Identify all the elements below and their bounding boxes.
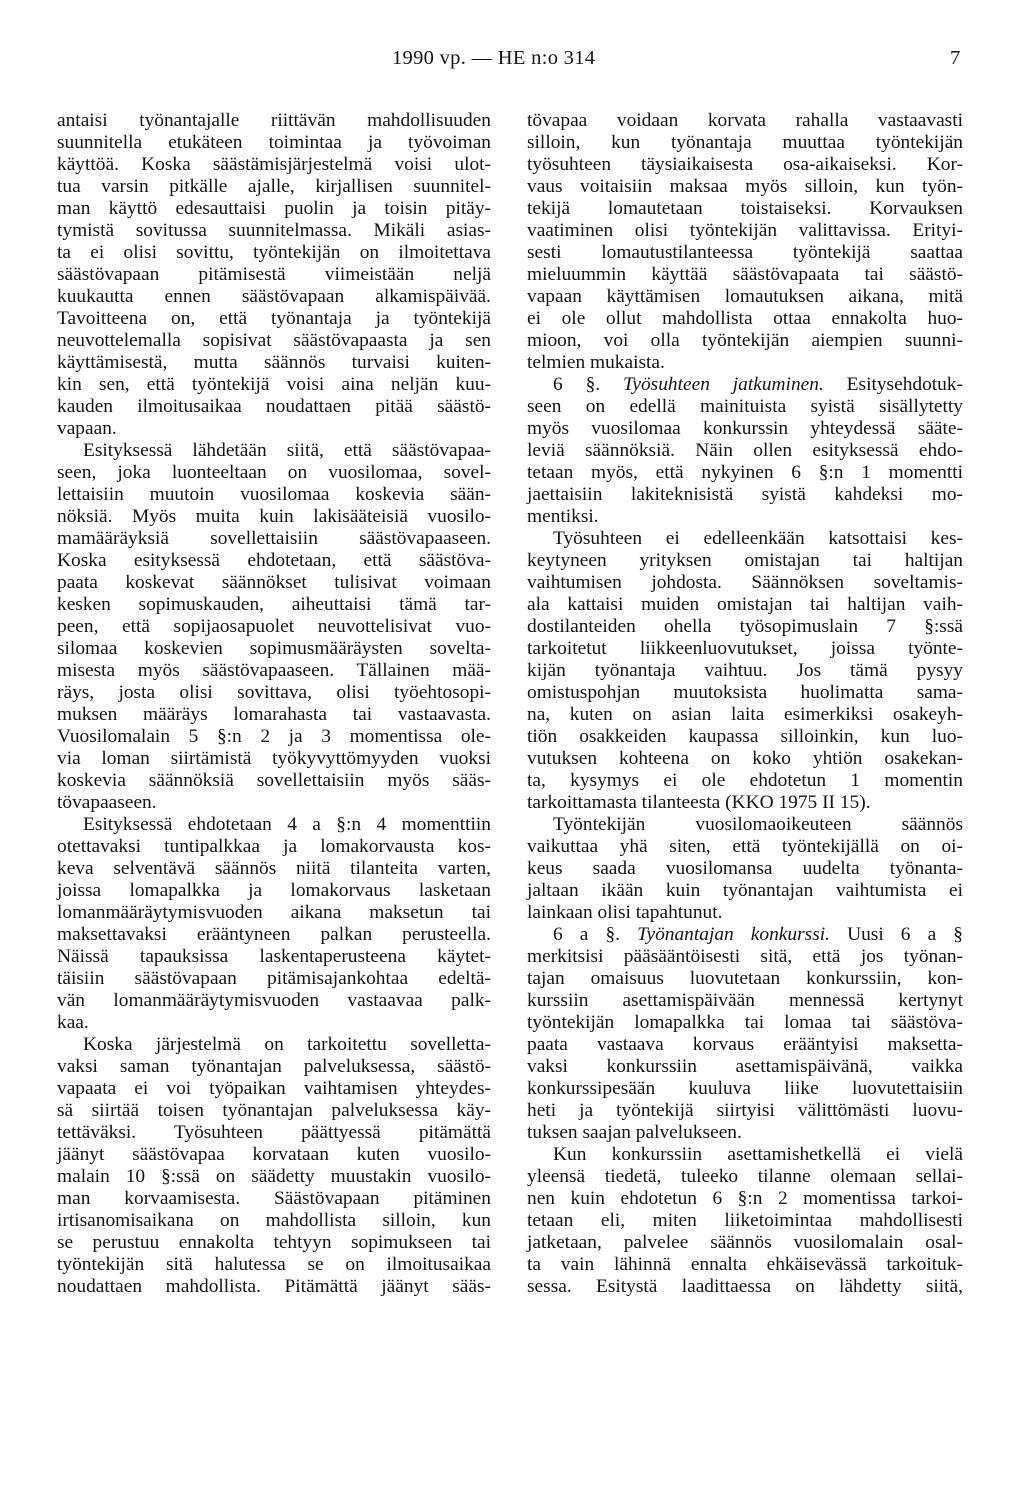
text-line (527, 924, 963, 946)
text-line: täisiin säästövapaan pitämisajankohtaa edeltä- (57, 968, 491, 989)
text-line: noudattaen mahdollista. Pitämättä jäänyt sääs- (57, 1276, 491, 1297)
text-line: muksen määräys lomarahasta tai vastaavasta. (57, 704, 491, 725)
text-line: tövapaaseen. (57, 792, 157, 813)
text-line: neuvottelemalla sopisivat säästövapaasta ja sen (57, 330, 491, 351)
text-line: kijän työnantaja vaihtuu. Jos tämä pysyy (527, 660, 963, 681)
text-line: ala kattaisi muiden omistajan tai haltijan vaih- (527, 594, 963, 615)
text-line: peen, että sopijaosapuolet neuvottelisivat vuo- (57, 616, 491, 637)
text-line: man käyttö edesauttaisi puolin ja toisin pitäy- (57, 198, 491, 219)
text-line: työntekijän sitä halutessa se on ilmoitusaikaa (57, 1254, 491, 1275)
text-line: Esityksessä ehdotetaan 4 a §:n 4 momenttiin (83, 814, 491, 835)
text-line: vapaata ei voi työpaikan vaihtamisen yhteydes- (57, 1078, 491, 1099)
text-line: kuukautta ennen säästövapaan alkamispäivää. (57, 286, 491, 307)
text-line: otettavaksi tuntipalkkaa ja lomakorvausta kos- (57, 836, 491, 857)
text-line: malain 10 §:ssä on säädetty muustakin vuosilo- (57, 1166, 491, 1187)
text-line: lomanmääräytymisvuoden aikana maksetun tai (57, 902, 491, 923)
text-line: tetaan myös, että nykyinen 6 §:n 1 momentti (527, 462, 963, 483)
text-line: antaisi työnantajalle riittävän mahdollisuuden (57, 110, 491, 131)
text-line: tarkoitetut liikkeenluovutukset, joissa työnte- (527, 638, 963, 659)
text-line: Koska esityksessä ehdotetaan, että säästöva- (57, 550, 491, 571)
text-line: keus saada vuosilomansa uudelta työnanta- (527, 858, 963, 879)
text-line: jatketaan, palvelee säännös vuosilomalain osal- (527, 1232, 963, 1253)
text-line: leviä säännöksiä. Näin ollen esityksessä ehdo- (527, 440, 963, 461)
text-line: vän lomanmääräytymisvuoden vastaavaa palk- (57, 990, 491, 1011)
text-line: säästövapaan pitämisestä viimeistään neljä (57, 264, 491, 285)
text-line: se perustuu ennakolta tehtyyn sopimukseen tai (57, 1232, 491, 1253)
text-line: dostilanteiden ohella työsopimuslain 7 §:ssä (527, 616, 963, 637)
text-line: vapaan. (57, 418, 117, 439)
text-line: ta vain lähinnä ennalta ehkäisevässä tarkoituk- (527, 1254, 963, 1275)
text-line: man korvaamisesta. Säästövapaan pitäminen (57, 1188, 491, 1209)
text-line: mioon, voi olla työntekijän aiempien suunni- (527, 330, 963, 351)
text-line: vaksi saman työnantajan palveluksessa, säästö- (57, 1056, 491, 1077)
text-line: silloin, kun työnantaja muuttaa työntekijän (527, 132, 963, 153)
right-column (527, 110, 963, 1298)
text-line: misesta myös säästövapaaseen. Tällainen mää- (57, 660, 491, 681)
text-line: konkurssipesään kuuluva liike luovutettaisiin (527, 1078, 963, 1099)
text-line: mieluummin käyttää säästövapaata tai säästö- (527, 264, 963, 285)
text-line: vapaan käyttämisen lomautuksen aikana, mitä (527, 286, 963, 307)
text-line: tövapaa voidaan korvata rahalla vastaavasti (527, 110, 963, 131)
text-line: jaettaisiin lakiteknisistä syistä kahdeksi mo- (527, 484, 963, 505)
text-line: tetaan eli, miten liiketoimintaa mahdollisesti (527, 1210, 963, 1231)
section-heading: Työnantajan konkurssi. (637, 924, 830, 945)
page-header (0, 47, 1024, 77)
text-line: Esityksessä lähdetään siitä, että säästövapaa- (83, 440, 491, 461)
left-column (57, 110, 491, 1298)
text-line: paata koskevat säännökset tulisivat voimaan (57, 572, 491, 593)
text-line: Koska järjestelmä on tarkoitettu sovelletta- (83, 1034, 491, 1055)
text-line: tekijä lomautetaan toistaiseksi. Korvauksen (527, 198, 963, 219)
text-line: käyttämisestä, mutta säännös turvaisi kuiten- (57, 352, 491, 373)
text-line: Näissä tapauksissa laskentaperusteena käytet- (57, 946, 491, 967)
text-line: jaltaan ikään kuin työnantajan vaihtumista ei (527, 880, 963, 901)
text-line: heti ja työntekijä siirtyisi välittömästi luovu- (527, 1100, 963, 1121)
text-line: kauden ilmoitusaikaa noudattaen pitää säästö- (57, 396, 491, 417)
section-number: 6 a §. (553, 924, 638, 945)
text-line: kin sen, että työntekijä voisi aina neljän kuu- (57, 374, 491, 395)
text-line: myös vuosilomaa konkurssin yhteydessä sääte- (527, 418, 963, 439)
line-text: Esitysehdotuk- (823, 374, 964, 395)
page-number: 7 (950, 47, 961, 69)
text-line: sessa. Esitystä laadittaessa on lähdetty siitä, (527, 1276, 963, 1297)
text-line: ta ei olisi sovittu, työntekijän on ilmoitettava (57, 242, 491, 263)
text-line: telmien mukaista. (527, 352, 665, 373)
text-line: maksettavaksi erääntyneen palkan perusteella. (57, 924, 491, 945)
text-line: työsuhteen täysiaikaisesta osa-aikaiseksi. Kor- (527, 154, 963, 175)
text-line: na, kuten on asian laita esimerkiksi osakeyh- (527, 704, 963, 725)
text-line: sesti lomautustilanteessa työntekijä saattaa (527, 242, 963, 263)
text-line: vaksi konkurssiin asettamispäivänä, vaikka (527, 1056, 963, 1077)
text-line: tiön osakkeiden kaupassa silloinkin, kun luo- (527, 726, 963, 747)
text-line: kaa. (57, 1012, 89, 1033)
text-line: ei ole ollut mahdollista ottaa ennakolta huo- (527, 308, 963, 329)
text-line: ta, kysymys ei ole ehdotetun 1 momentin (527, 770, 963, 791)
text-line: kesken sopimuskauden, aiheuttaisi tämä tar- (57, 594, 491, 615)
text-line: seen, joka luonteeltaan on vuosilomaa, sovel- (57, 462, 491, 483)
text-line: mentiksi. (527, 506, 599, 527)
text-line: työntekijän lomapalkka tai lomaa tai säästöva- (527, 1012, 963, 1033)
text-line: Työntekijän vuosilomaoikeuteen säännös (553, 814, 963, 835)
text-line: joissa lomapalkka ja lomakorvaus lasketaan (57, 880, 491, 901)
text-line: lettaisiin muutoin vuosilomaa koskevia sään- (57, 484, 491, 505)
text-line: räys, josta olisi sovittava, olisi työehtosopi- (57, 682, 491, 703)
text-line: nen kuin ehdotetun 6 §:n 2 momentissa tarkoi- (527, 1188, 963, 1209)
text-line: Työsuhteen ei edelleenkään katsottaisi kes- (553, 528, 963, 549)
text-line: lainkaan olisi tapahtunut. (527, 902, 723, 923)
text-line: tua varsin pitkälle ajalle, kirjallisen suunnitel- (57, 176, 491, 197)
running-head: 1990 vp. — HE n:o 314 (392, 47, 596, 69)
text-line: mamääräyksiä sovellettaisiin säästövapaaseen. (57, 528, 491, 549)
text-line: vaatiminen olisi työntekijän valittavissa. Erityi- (527, 220, 963, 241)
text-line: vaihtumisen johdosta. Säännöksen soveltamis- (527, 572, 963, 593)
text-line: merkitsisi pääsääntöisesti sitä, että jos työnan- (527, 946, 963, 967)
text-line: tarkoittamasta tilanteesta (KKO 1975 II 15). (527, 792, 871, 813)
text-line: vaikuttaa yhä siten, että työntekijällä on oi- (527, 836, 963, 857)
text-line: suunnitella etukäteen toimintaa ja työvoiman (57, 132, 491, 153)
text-line (527, 374, 963, 396)
text-line: vutuksen kohteena on koko yhtiön osakekan- (527, 748, 963, 769)
text-line: tuksen saajan palvelukseen. (527, 1122, 742, 1143)
text-line: käyttöä. Koska säästämisjärjestelmä voisi ulot- (57, 154, 491, 175)
text-line: Vuosilomalain 5 §:n 2 ja 3 momentissa ole- (57, 726, 491, 747)
text-line: sä siirtää toisen työnantajan palveluksessa käy- (57, 1100, 491, 1121)
text-line: Kun konkurssiin asettamishetkellä ei vielä (553, 1144, 963, 1165)
text-line: irtisanomisaikana on mahdollista silloin, kun (57, 1210, 491, 1231)
text-line: nöksiä. Myös muita kuin lakisääteisiä vuosilo- (57, 506, 491, 527)
text-line: kurssiin asettamispäivään mennessä kertynyt (527, 990, 963, 1011)
section-heading: Työsuhteen jatkuminen. (623, 374, 824, 395)
text-line: jäänyt säästövapaa korvataan kuten vuosilo- (57, 1144, 491, 1165)
text-line: seen on edellä mainituista syistä sisällytetty (527, 396, 963, 417)
section-number: 6 §. (553, 374, 624, 395)
text-line: Tavoitteena on, että työnantaja ja työntekijä (57, 308, 491, 329)
line-text: Uusi 6 a § (829, 924, 963, 945)
text-line: yleensä tiedetä, tuleeko tilanne olemaan sellai- (527, 1166, 963, 1187)
text-line: keva selventävä säännös niitä tilanteita varten, (57, 858, 491, 879)
text-line: paata vastaava korvaus erääntyisi maksetta- (527, 1034, 963, 1055)
text-line: silomaa koskevien sopimusmääräysten soveltа- (57, 638, 491, 659)
text-line: tettäväksi. Työsuhteen päättyessä pitämättä (57, 1122, 491, 1143)
text-line: omistuspohjan muutoksista huolimatta sama- (527, 682, 963, 703)
text-line: keytyneen yrityksen omistajan tai haltijan (527, 550, 963, 571)
text-line: tajan omaisuus luovutetaan konkurssiin, kon- (527, 968, 963, 989)
text-line: koskevia säännöksiä sovellettaisiin myös sääs- (57, 770, 491, 791)
text-line: via loman siirtämistä työkyvyttömyyden vuoksi (57, 748, 491, 769)
text-line: vaus voitaisiin maksaa myös silloin, kun työn- (527, 176, 963, 197)
text-line: tymistä sovitussa suunnitelmassa. Mikäli asias- (57, 220, 491, 241)
